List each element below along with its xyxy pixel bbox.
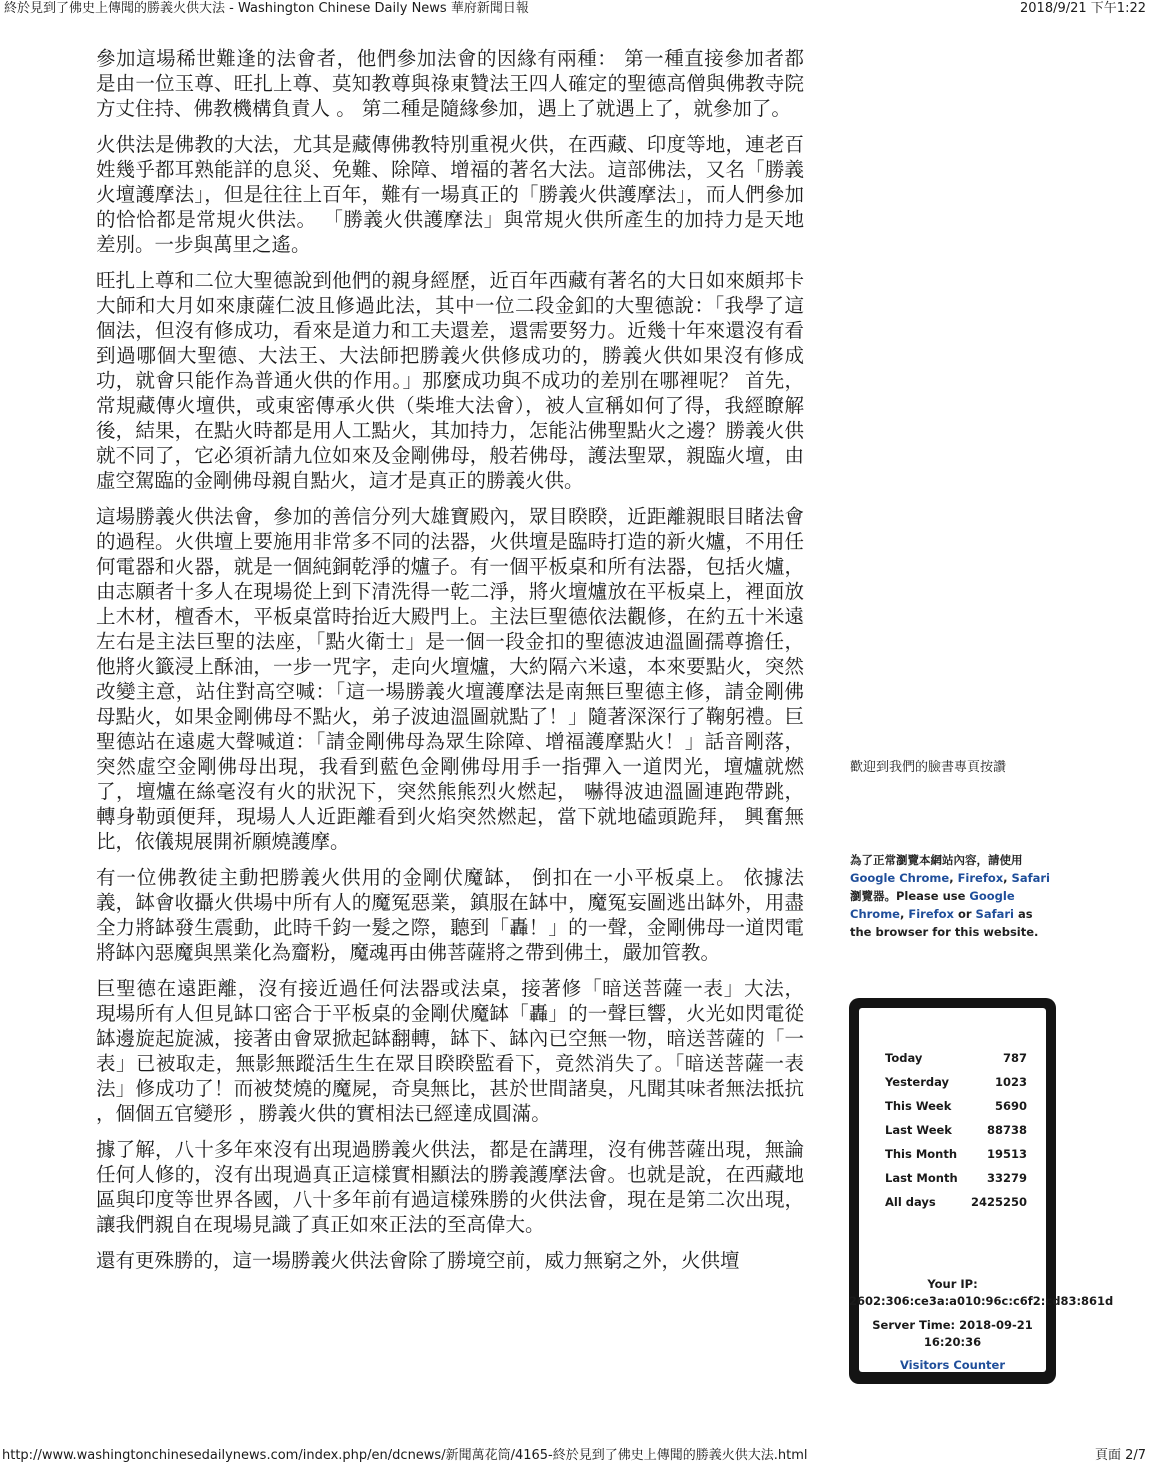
safari-link-en[interactable]: Safari [975, 907, 1014, 921]
article-body [96, 46, 804, 1284]
stat-label: This Week [885, 1099, 952, 1113]
stat-label: Last Month [885, 1171, 958, 1185]
article-paragraph: 火供法是佛教的大法，尤其是藏傳佛教特別重視火供，在西藏、印度等地，連老百姓幾乎都耳熟能詳的息災、免難、除障、增福的著名大法。這部佛法，又名「勝義火壇護摩法」，但是往往上百年，難有一場真正的「勝義火供護摩法」，而人們參加的恰恰都是常規火供法。 「勝義火供護摩法」與常規火供所產生的加持力是天地差別。一步與萬里之遙。 [96, 133, 804, 256]
stat-row [885, 1142, 1027, 1166]
stat-value: 787 [1002, 1051, 1027, 1065]
visitor-stats [885, 1046, 1027, 1214]
stat-value: 5690 [994, 1099, 1027, 1113]
stat-label: Today [885, 1051, 923, 1065]
article-paragraph: 據了解，八十多年來沒有出現過勝義火供法，都是在講理，沒有佛菩薩出現，無論任何人修的，沒有出現過真正這樣實相顯法的勝義護摩法會。也就是說，在西藏地區與印度等世界各國，八十多年前有過這樣殊勝的火供法會，現在是第二次出現，讓我們親自在現場見識了真正如來正法的至高偉大。 [96, 1138, 804, 1236]
browser-note-separator: , [949, 871, 958, 885]
stat-row [885, 1094, 1027, 1118]
facebook-like-prompt: 歡迎到我們的臉書專頁按讚 [850, 760, 1007, 775]
stat-label: Last Week [885, 1123, 952, 1137]
article-paragraph: 還有更殊勝的，這一場勝義火供法會除了勝境空前，威力無窮之外，火供壇 [96, 1249, 740, 1272]
ip-info [849, 1276, 1114, 1374]
page-title: 終於見到了佛史上傳聞的勝義火供大法 - Washington Chinese Daily News 華府新聞日報 [4, 1, 529, 16]
page-url: http://www.washingtonchinesedailynews.com/index.php/en/dcnews/新聞萬花筒/4165-終於見到了佛史上傳聞的勝義火供大法.html [2, 1448, 808, 1463]
server-time: Server Time: 2018-09-21 16:20:36 [872, 1318, 1033, 1349]
print-footer [0, 1446, 1152, 1466]
stat-value: 88738 [986, 1123, 1027, 1137]
stat-row [885, 1166, 1027, 1190]
article-paragraph: 有一位佛教徒主動把勝義火供用的金剛伏魔缽， 倒扣在一小平板桌上。 依據法義，缽會收攝火供場中所有人的魔冤惡業，鎮服在缽中，魔冤妄圖逃出缽外，用盡全力將缽發生震動，此時千鈞一髮之際，聽到「轟！」的一聲，金剛佛母一道閃電將缽內惡魔與黑業化為齏粉，魔魂再由佛菩薩將之帶到佛土，嚴加管教。 [96, 866, 804, 964]
browser-recommendation [850, 851, 1050, 941]
stat-value: 1023 [994, 1075, 1027, 1089]
ip-label: Your IP: [927, 1277, 978, 1291]
browser-note-text: as the browser for this website. [850, 907, 1039, 939]
browser-note-text: 為了正常瀏覽本網站內容，請使用 [850, 853, 1023, 867]
browser-note-text: 瀏覽器。Please use [850, 889, 970, 903]
visitors-counter-link[interactable]: Visitors Counter [899, 1358, 1006, 1372]
page-number: 頁面 2/7 [1094, 1448, 1146, 1463]
print-datetime: 2018/9/21 下午1:22 [1020, 1, 1146, 16]
visitor-counter-widget [849, 998, 1114, 1384]
stat-label: All days [885, 1195, 936, 1209]
ip-address: 2602:306:ce3a:a010:96c:c6f2:cd83:861d [849, 1294, 1114, 1308]
stat-label: Yesterday [885, 1075, 950, 1089]
firefox-link-en[interactable]: Firefox [908, 907, 954, 921]
stat-value: 19513 [986, 1147, 1027, 1161]
browser-note-text: or [953, 907, 976, 921]
stat-label: This Month [885, 1147, 958, 1161]
visitor-counter-panel [849, 1008, 1114, 1372]
safari-link[interactable]: Safari [1011, 871, 1050, 885]
article-paragraph: 巨聖德在遠距離，沒有接近過任何法器或法桌，接著修「暗送菩薩一表」大法， 現場所有人但見缽口密合于平板桌的金剛伏魔缽「轟」的一聲巨響，火光如閃電從缽邊旋起旋滅，接著由會眾掀起缽翻轉，缽下、缽內已空無一物，暗送菩薩的「一表」已被取走，無影無蹤活生生在眾目睽睽監看下，竟然消失了。「暗送菩薩一表法」修成功了！而被焚燒的魔屍，奇臭無比，甚於世間諸臭，凡聞其味者無法抵抗 ，個個五官變形 ，勝義火供的實相法已經達成圓滿。 [96, 977, 804, 1125]
article-paragraph: 旺扎上尊和二位大聖德說到他們的親身經歷，近百年西藏有著名的大日如來頗邦卡大師和大月如來康薩仁波且修過此法，其中一位二段金釦的大聖德說：「我學了這個法，但沒有修成功，看來是道力和工夫還差，還需要努力。近幾十年來還沒有看到過哪個大聖德、大法王、大法師把勝義火供修成功的，勝義火供如果沒有修成功，就會只能作為普通火供的作用。」那麼成功與不成功的差別在哪裡呢？ 首先，常規藏傳火壇供，或東密傳承火供（柴堆大法會），被人宣稱如何了得，我經瞭解後，結果，在點火時都是用人工點火，其加持力，怎能沾佛聖點火之邊？勝義火供就不同了，它必須祈請九位如來及金剛佛母，般若佛母，護法聖眾，親臨火壇，由虛空駕臨的金剛佛母親自點火，這才是真正的勝義火供。 [96, 269, 804, 492]
stat-row [885, 1190, 1027, 1214]
stat-row [885, 1118, 1027, 1142]
firefox-link[interactable]: Firefox [957, 871, 1004, 885]
article-paragraph: 這場勝義火供法會，參加的善信分列大雄寶殿內，眾目睽睽，近距離親眼目睹法會的過程。火供壇上要施用非常多不同的法器，火供壇是臨時打造的新火爐，不用任何電器和火器，就是一個純銅乾淨的爐子。有一個平板桌和所有法器，包括火爐，由志願者十多人在現場從上到下清洗得一乾二淨，將火壇爐放在平板桌上，裡面放上木材，檀香木，平板桌當時抬近大殿門上。主法巨聖德依法觀修，在約五十米遠左右是主法巨聖的法座，「點火衛士」是一個一段金扣的聖德波迪溫圖孺尊擔任，他將火籤浸上酥油，一步一咒字，走向火壇爐，大約隔六米遠，本來要點火，突然改變主意，站住對高空喊：「這一場勝義火壇護摩法是南無巨聖德主修，請金剛佛母點火，如果金剛佛母不點火，弟子波迪溫圖就點了！」隨著深深行了鞠躬禮。巨聖德站在遠處大聲喊道：「請金剛佛母為眾生除障、增福護摩點火！」話音剛落，突然虛空金剛佛母出現，我看到藍色金剛佛母用手一指彈入一道閃光，壇爐就燃了，壇爐在絲毫沒有火的狀況下，突然熊熊烈火燃起， 嚇得波迪溫圖連跑帶跳，轉身勒頭便拜，現場人人近距離看到火焰突然燃起，當下就地磕頭跪拜， 興奮無比，依儀規展開祈願燒護摩。 [96, 505, 804, 853]
stat-row [885, 1070, 1027, 1094]
print-header [0, 0, 1152, 20]
chrome-link[interactable]: Google Chrome [850, 871, 950, 885]
stat-value: 2425250 [970, 1195, 1027, 1209]
article-paragraph: 參加這場稀世難逢的法會者，他們參加法會的因緣有兩種： 第一種直接參加者都是由一位玉尊、旺扎上尊、莫知教尊與祿東贊法王四人確定的聖德高僧與佛教寺院方丈住持、佛教機構負責人 。 第二種是隨緣參加，遇上了就遇上了，就參加了。 [96, 47, 804, 120]
browser-note-separator: , [1003, 871, 1012, 885]
stat-row [885, 1046, 1027, 1070]
chrome-link-en[interactable]: Google Chrome [850, 889, 1015, 921]
stat-value: 33279 [986, 1171, 1027, 1185]
browser-note-separator: , [899, 907, 909, 921]
